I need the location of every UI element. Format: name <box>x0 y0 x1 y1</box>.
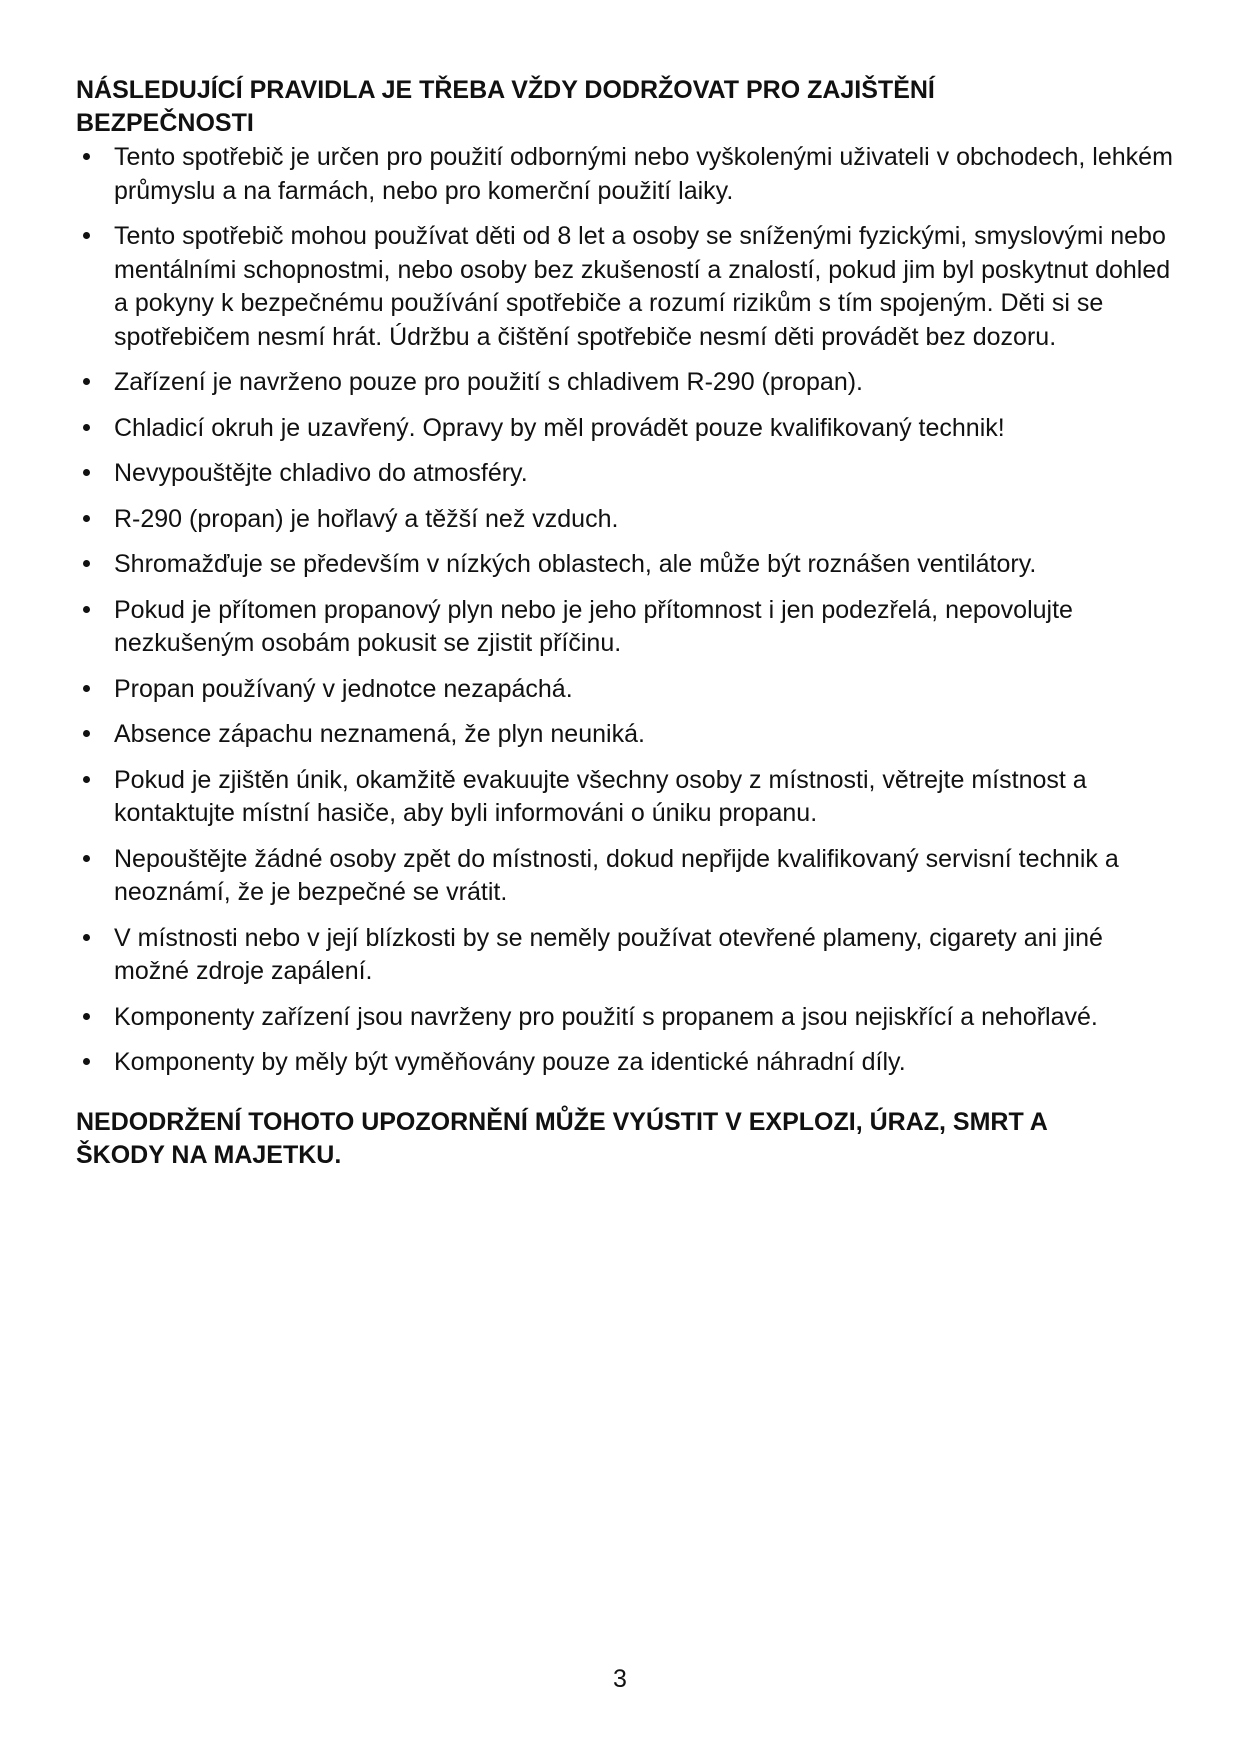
bullet-icon <box>76 1046 96 1080</box>
rule-text: Chladicí okruh je uzavřený. Opravy by měl provádět pouze kvalifikovaný technik! <box>114 413 1005 442</box>
bullet-icon <box>76 457 96 491</box>
rule-text: Pokud je přítomen propanový plyn nebo je jeho přítomnost i jen podezřelá, nepovolujte nezkušeným osobám pokusit se zjistit příčinu. <box>114 595 1073 657</box>
bullet-icon <box>76 366 96 400</box>
list-item <box>76 412 1176 446</box>
safety-heading: NÁSLEDUJÍCÍ PRAVIDLA JE TŘEBA VŽDY DODRŽOVAT PRO ZAJIŠTĚNÍ BEZPEČNOSTI <box>76 76 935 137</box>
list-item <box>76 673 1176 707</box>
bullet-icon <box>76 503 96 537</box>
rule-text: Nevypouštějte chladivo do atmosféry. <box>114 459 528 487</box>
rule-text: Komponenty zařízení jsou navrženy pro použití s propanem a jsou nejiskřící a nehořlavé. <box>114 1002 1098 1031</box>
list-item <box>76 457 1176 491</box>
rule-text: Nepouštějte žádné osoby zpět do místnosti, dokud nepřijde kvalifikovaný servisní technik a neoznámí, že je bezpečné se vrátit. <box>114 844 1119 906</box>
list-item <box>76 922 1176 989</box>
list-item <box>76 366 1176 400</box>
bullet-icon <box>76 594 96 628</box>
bullet-icon <box>76 220 96 254</box>
bullet-icon <box>76 922 96 956</box>
rule-text: Zařízení je navrženo pouze pro použití s chladivem R-290 (propan). <box>114 368 863 396</box>
list-item <box>76 594 1176 661</box>
page-number: 3 <box>613 1665 627 1693</box>
bullet-icon <box>76 412 96 446</box>
bullet-icon <box>76 673 96 707</box>
bullet-icon <box>76 764 96 798</box>
list-item <box>76 548 1176 582</box>
list-item <box>76 718 1176 752</box>
rule-text: Absence zápachu neznamená, že plyn neuniká. <box>114 720 645 748</box>
list-item <box>76 503 1176 537</box>
safety-content <box>76 74 1176 1172</box>
list-item <box>76 1001 1176 1035</box>
list-item <box>76 141 1176 208</box>
safety-rules-list <box>76 141 1176 1080</box>
rule-text: R-290 (propan) je hořlavý a těžší než vzduch. <box>114 504 619 533</box>
rule-text: Propan používaný v jednotce nezapáchá. <box>114 674 573 703</box>
bullet-icon <box>76 843 96 877</box>
list-item <box>76 764 1176 831</box>
rule-text: Tento spotřebič je určen pro použití odbornými nebo vyškolenými uživateli v obchodech, lehkém průmyslu a na farmách, nebo pro komerční použití laiky. <box>114 143 1173 205</box>
safety-warning: NEDODRŽENÍ TOHOTO UPOZORNĚNÍ MŮŽE VYÚSTIT V EXPLOZI, ÚRAZ, SMRT A ŠKODY NA MAJETKU. <box>76 1107 1047 1169</box>
rule-text: Komponenty by měly být vyměňovány pouze za identické náhradní díly. <box>114 1048 906 1076</box>
rule-text: V místnosti nebo v její blízkosti by se neměly používat otevřené plameny, cigarety ani jiné možné zdroje zapálení. <box>114 923 1103 985</box>
list-item <box>76 843 1176 910</box>
bullet-icon <box>76 141 96 175</box>
rule-text: Pokud je zjištěn únik, okamžitě evakuujte všechny osoby z místnosti, větrejte místnost a kontaktujte místní hasiče, aby byli informováni o úniku propanu. <box>114 765 1087 827</box>
rule-text: Shromažďuje se především v nízkých oblastech, ale může být roznášen ventilátory. <box>114 550 1037 578</box>
list-item <box>76 220 1176 354</box>
bullet-icon <box>76 718 96 752</box>
bullet-icon <box>76 1001 96 1035</box>
rule-text: Tento spotřebič mohou používat děti od 8 let a osoby se sníženými fyzickými, smyslovými nebo mentálními schopnostmi, nebo osoby bez zkušeností a znalostí, pokud jim byl poskytnut dohled a pokyny k bezpečnému používání spotřebiče a rozumí rizikům s tím spojeným. Děti si se spotřebičem nesmí hrát. Údržbu a čištění spotřebiče nesmí děti provádět bez dozoru. <box>114 222 1171 351</box>
bullet-icon <box>76 548 96 582</box>
list-item <box>76 1046 1176 1080</box>
